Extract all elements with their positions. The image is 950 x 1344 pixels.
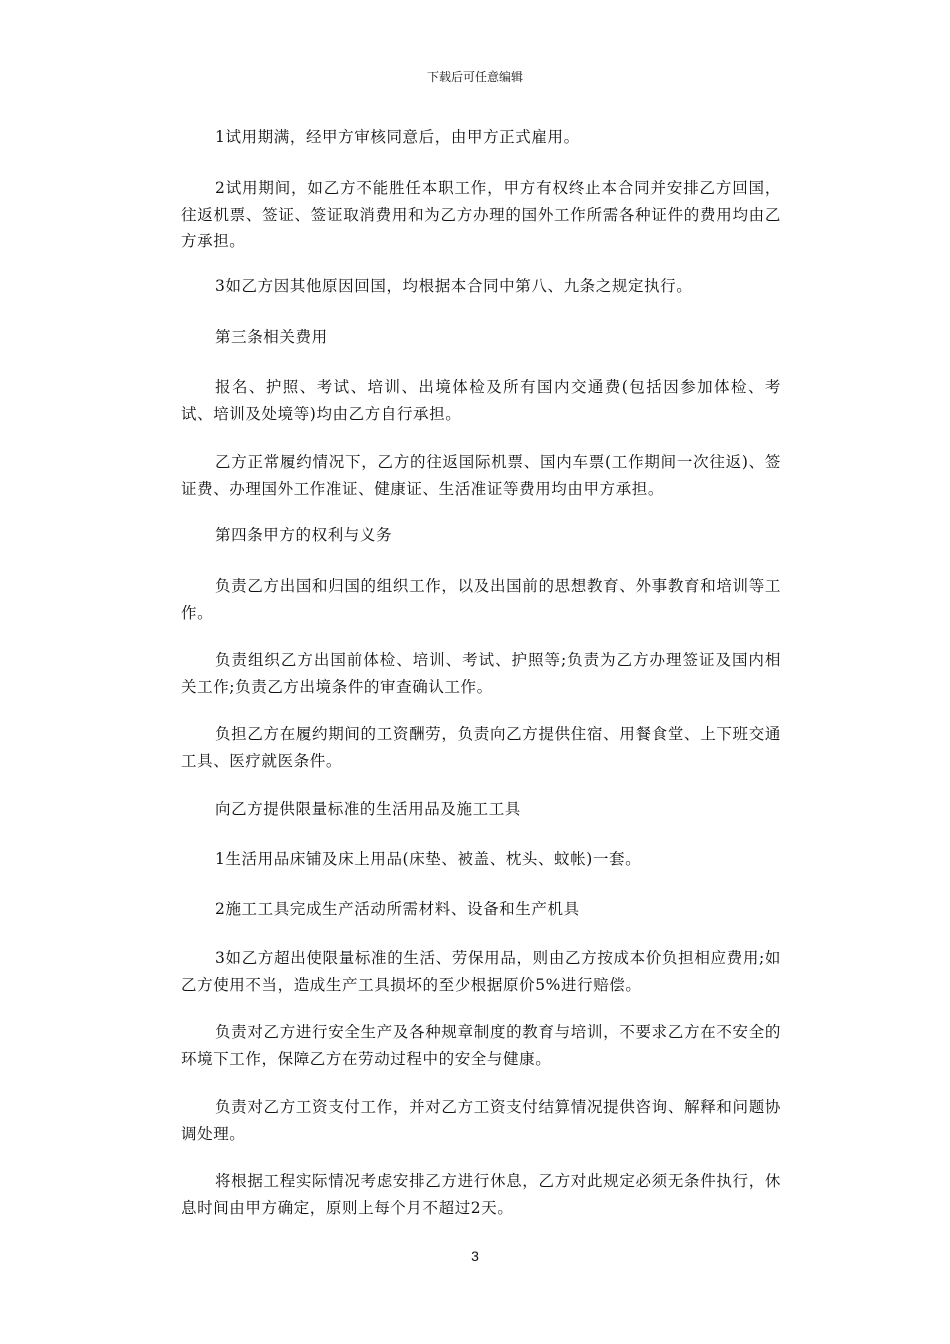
paragraph-11: 2施工工具完成生产活动所需材料、设备和生产机具 [215,900,580,918]
paragraph-6: 负责乙方出国和归国的组织工作，以及出国前的思想教育、外事教育和培训等工作。 [181,577,781,622]
paragraph-3: 3如乙方因其他原因回国，均根据本合同中第八、九条之规定执行。 [215,277,693,295]
paragraph-10: 1生活用品床铺及床上用品(床垫、被盖、枕头、蚊帐)一套。 [215,850,642,868]
paragraph-2: 2试用期间，如乙方不能胜任本职工作，甲方有权终止本合同并安排乙方回国，往返机票、签证、签证取消费用和为乙方办理的国外工作所需各种证件的费用均由乙方承担。 [181,179,781,250]
section-heading-article-3: 第三条相关费用 [215,328,328,346]
paragraph-12: 3如乙方超出使限量标准的生活、劳保用品，则由乙方按成本价负担相应费用;如乙方使用不当，造成生产工具损坏的至少根据原价5%进行赔偿。 [181,949,781,994]
paragraph-15: 将根据工程实际情况考虑安排乙方进行休息，乙方对此规定必须无条件执行，休息时间由甲方确定，原则上每个月不超过2天。 [181,1172,781,1217]
paragraph-4: 报名、护照、考试、培训、出境体检及所有国内交通费(包括因参加体检、考试、培训及处境等)均由乙方自行承担。 [181,378,781,423]
paragraph-7: 负责组织乙方出国前体检、培训、考试、护照等;负责为乙方办理签证及国内相关工作;负责乙方出境条件的审查确认工作。 [181,651,781,696]
paragraph-13: 负责对乙方进行安全生产及各种规章制度的教育与培训，不要求乙方在不安全的环境下工作，保障乙方在劳动过程中的安全与健康。 [181,1023,781,1068]
paragraph-14: 负责对乙方工资支付工作，并对乙方工资支付结算情况提供咨询、解释和问题协调处理。 [181,1098,781,1143]
paragraph-8: 负担乙方在履约期间的工资酬劳，负责向乙方提供住宿、用餐食堂、上下班交通工具、医疗就医条件。 [181,725,781,770]
paragraph-5: 乙方正常履约情况下，乙方的往返国际机票、国内车票(工作期间一次往返)、签证费、办理国外工作准证、健康证、生活准证等费用均由甲方承担。 [181,453,781,498]
section-heading-article-4: 第四条甲方的权利与义务 [215,526,393,544]
page-number: 3 [471,1248,479,1264]
page-header: 下载后可任意编辑 [426,70,523,84]
paragraph-9: 向乙方提供限量标准的生活用品及施工工具 [215,800,521,818]
paragraph-1: 1试用期满，经甲方审核同意后，由甲方正式雇用。 [215,128,580,146]
